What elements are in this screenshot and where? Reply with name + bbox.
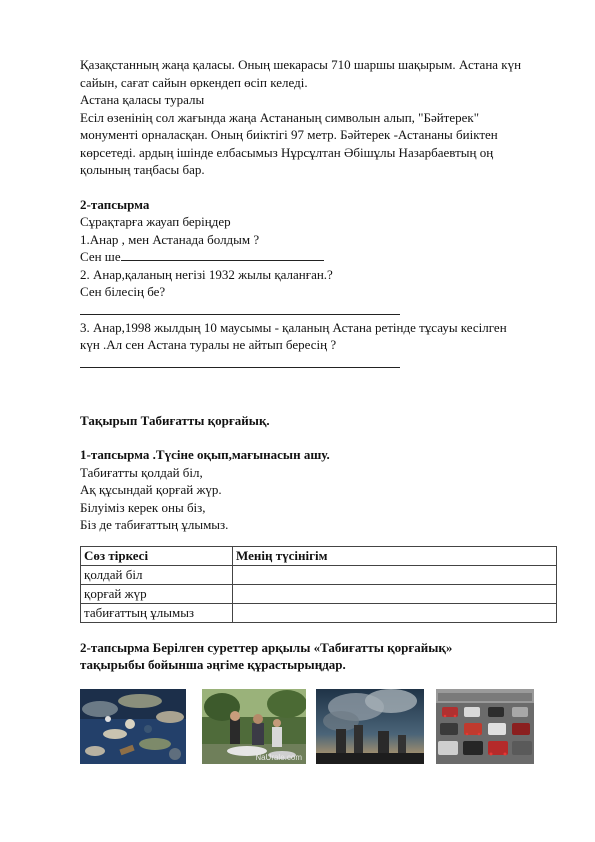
- table-cell: қолдай біл: [81, 565, 233, 584]
- question-2: 2. Анар,қаланың негізі 1932 жылы қаланған.?: [80, 266, 333, 282]
- answer-blank[interactable]: [80, 354, 400, 368]
- table-cell: табиғаттың ұлымыз: [81, 603, 233, 622]
- photo-watermark: NaUrale.com: [255, 753, 302, 762]
- poem-line: Ақ құсындай қорғай жүр.: [80, 482, 222, 497]
- question-2-followup: Сен білесің бе?: [80, 284, 166, 299]
- answer-prefix: Сен ше: [80, 249, 121, 264]
- task2b-heading: 2-тапсырма Берілген суреттер арқылы «Табиғатты қорғайық»: [80, 639, 453, 655]
- poem-line: Табиғатты қолдай біл,: [80, 464, 203, 480]
- polluted-water-photo: [80, 689, 186, 764]
- intro-line: көрсетеді. ардың ішінде елбасымыз Нұрсұлтан Әбішұлы Назарбаевтың оң: [80, 144, 494, 160]
- question-3: 3. Анар,1998 жылдың 10 маусымы - қаланың Астана ретінде тұсауы кесілген: [80, 319, 507, 335]
- table-header: Менің түсінігім: [233, 546, 557, 565]
- question-1: 1.Анар , мен Астанада болдым ?: [80, 231, 260, 247]
- question-3: күн .Ал сен Астана туралы не айтып бересің ?: [80, 337, 337, 352]
- intro-subheading: Астана қаласы туралы: [80, 92, 205, 107]
- task2b-heading: тақырыбы бойынша әңгіме құрастырыңдар.: [80, 657, 346, 672]
- intro-line: Қазақстанның жаңа қаласы. Оның шекарасы 710 шаршы шақырым. Астана күн: [80, 57, 522, 72]
- poem-line: Біз де табиғаттың ұлымыз.: [80, 517, 229, 532]
- intro-line: қолының таңбасы бар.: [80, 162, 205, 177]
- table-row: [81, 603, 557, 622]
- answer-line-1: [80, 248, 560, 266]
- topic-title: Тақырып Табиғатты қорғайық.: [80, 412, 270, 428]
- table-header-row: [81, 546, 557, 565]
- photo-strip: [80, 689, 540, 764]
- intro-line: сайын, сағат сайын өркендеп өсіп келеді.: [80, 74, 308, 90]
- traffic-jam-photo: [436, 689, 534, 764]
- table-cell-answer[interactable]: [233, 565, 557, 584]
- document-page: [80, 56, 560, 674]
- intro-line: монументі орналасқан. Оның биіктігі 97 метр. Бәйтерек -Астананы биіктен: [80, 127, 498, 142]
- poem-line: Білуіміз керек оны біз,: [80, 499, 206, 515]
- table-cell-answer[interactable]: [233, 603, 557, 622]
- volunteers-cleanup-photo: [202, 689, 306, 764]
- table-cell: қорғай жүр: [81, 584, 233, 603]
- task2-instruction: Сұрақтарға жауап беріңдер: [80, 214, 231, 229]
- answer-blank[interactable]: [80, 301, 400, 315]
- task1-heading: 1-тапсырма .Түсіне оқып,мағынасын ашу.: [80, 447, 330, 462]
- task2-heading: 2-тапсырма: [80, 196, 150, 212]
- intro-line: Есіл өзенінің сол жағында жаңа Астананың символын алып, "Бәйтерек": [80, 109, 480, 125]
- table-row: [81, 565, 557, 584]
- table-header: Сөз тіркесі: [81, 546, 233, 565]
- answer-blank[interactable]: [121, 248, 324, 261]
- table-row: [81, 584, 557, 603]
- table-cell-answer[interactable]: [233, 584, 557, 603]
- vocabulary-table: [80, 546, 557, 623]
- factory-smoke-photo: [316, 689, 424, 764]
